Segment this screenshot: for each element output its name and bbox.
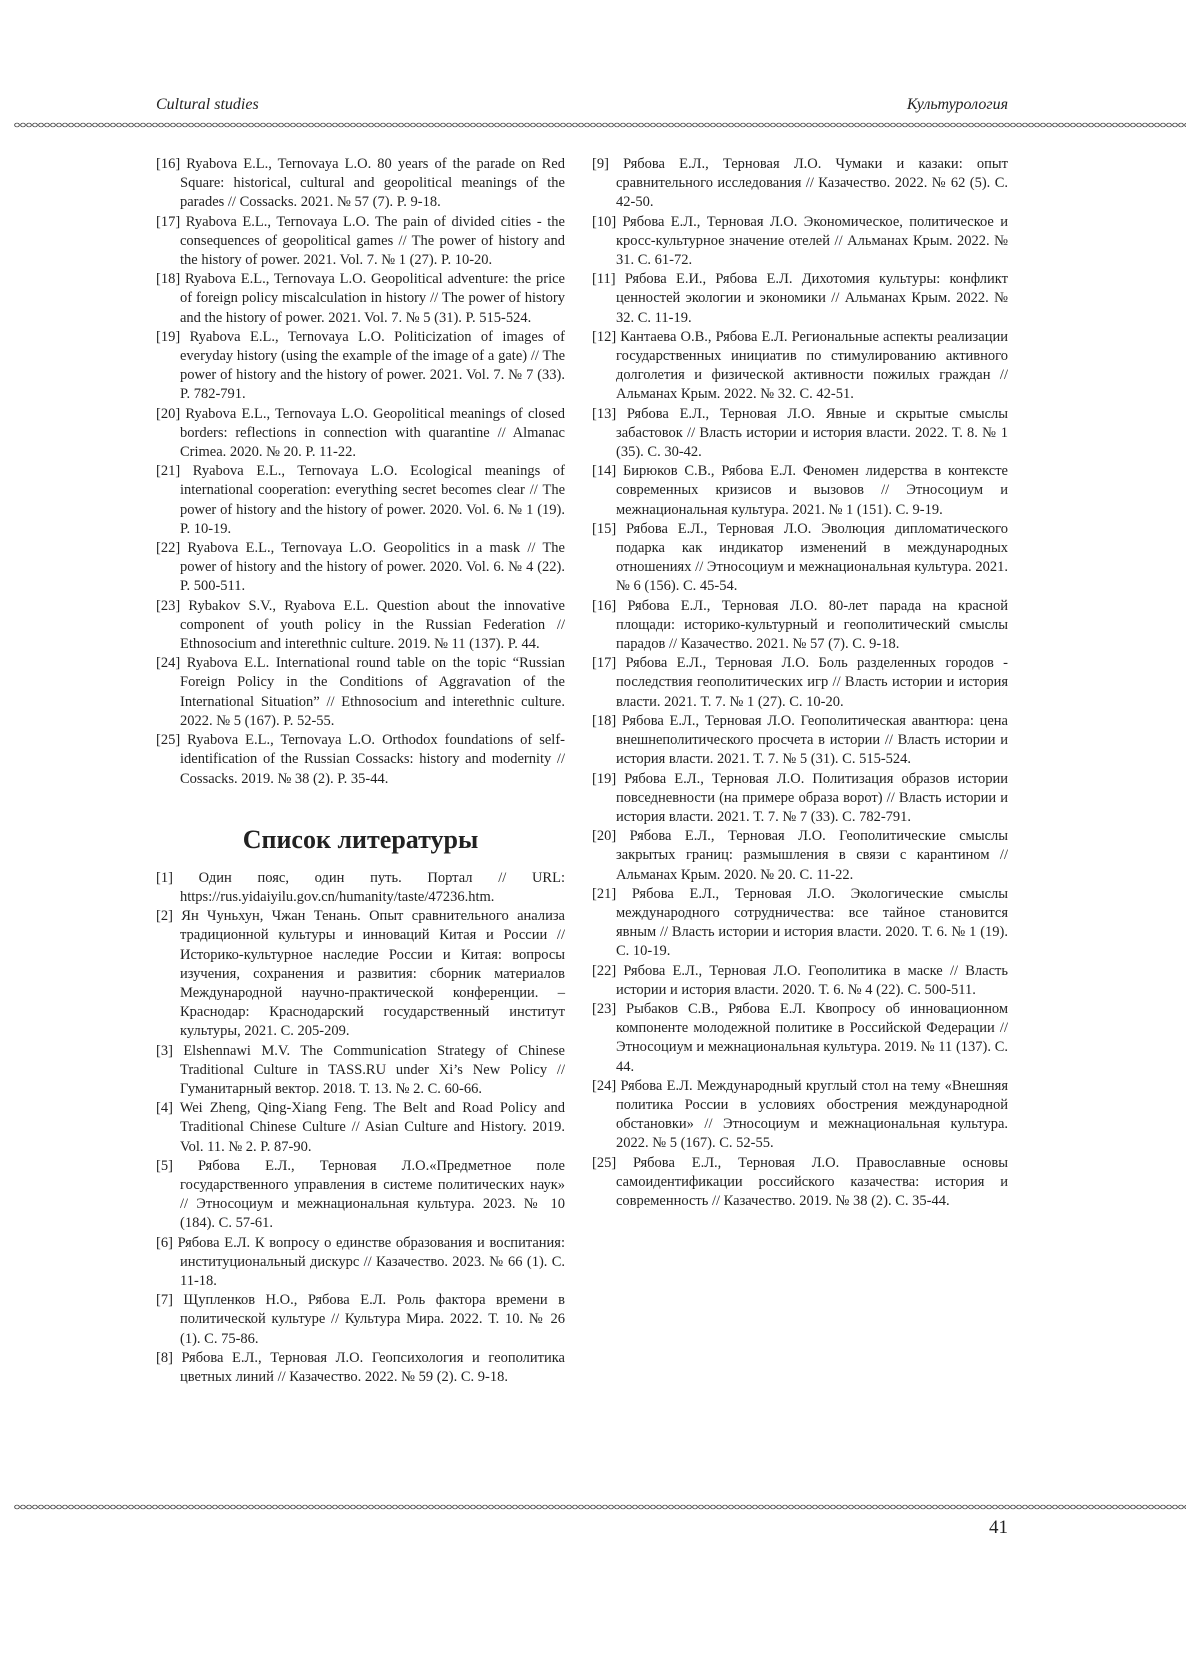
reference-item: [4] Wei Zheng, Qing-Xiang Feng. The Belt and Road Policy and Traditional Chinese Culture // Asian Culture and History. 2019. Vol. 11. № 2. P. 87-90.: [156, 1100, 565, 1155]
reference-item: [6] Рябова Е.Л. К вопросу о единстве образования и воспитания: институциональный дискурс // Казачество. 2023. № 66 (1). С. 11-18.: [156, 1234, 565, 1289]
footer-ornament-divider: [14, 1502, 1186, 1512]
reference-item: [19] Рябова Е.Л., Терновая Л.О. Политизация образов истории повседневности (на примере образа ворот) // Власть истории и история власти. 2021. Т. 7. № 7 (33). С. 782-791.: [592, 770, 1008, 825]
reference-item: [17] Рябова Е.Л., Терновая Л.О. Боль разделенных городов - последствия геополитических игр // Власть истории и история власти. 2021. Т. 7. № 1 (27). С. 10-20.: [592, 655, 1008, 710]
reference-item: [12] Кантаева О.В., Рябова Е.Л. Региональные аспекты реализации государственных инициатив по стимулированию активного долголетия и физической активности пожилых граждан // Альманах Крым. 2022. № 32. С. 42-51.: [592, 328, 1008, 403]
reference-item: [16] Рябова Е.Л., Терновая Л.О. 80-лет парада на красной площади: историко-культурный и геополитический смыслы парадов // Казачество. 2021. № 57 (7). С. 9-18.: [592, 597, 1008, 653]
left-column: [156, 155, 565, 1387]
reference-item: [1] Один пояс, один путь. Портал // URL: https://rus.yidaiyilu.gov.cn/humanity/taste/47236.htm.: [156, 869, 565, 905]
header-ornament-divider: [14, 120, 1186, 130]
section-title: Список литературы: [242, 824, 479, 854]
reference-list-en: [156, 155, 565, 789]
reference-item: [11] Рябова Е.И., Рябова Е.Л. Дихотомия культуры: конфликт ценностей экологии и экономики // Альманах Крым. 2022. № 32. С. 11-19.: [592, 271, 1008, 326]
reference-item: [23] Rybakov S.V., Ryabova E.L. Question about the innovative component of youth policy in the Russian Federation // Ethnosocium and interethnic culture. 2019. № 11 (137). P. 44.: [156, 597, 565, 653]
reference-item: [22] Рябова Е.Л., Терновая Л.О. Геополитика в маске // Власть истории и история власти. 2020. Т. 6. № 4 (22). С. 500-511.: [592, 962, 1008, 998]
reference-item: [21] Рябова Е.Л., Терновая Л.О. Экологические смыслы международного сотрудничества: все тайное становится явным // Власть истории и история власти. 2020. Т. 6. № 1 (19). С. 10-19.: [592, 885, 1008, 960]
reference-item: [14] Бирюков С.В., Рябова Е.Л. Феномен лидерства в контексте современных кризисов и вызовов // Этносоциум и межнациональная культура. 2021. № 1 (151). С. 9-19.: [592, 463, 1008, 518]
reference-list-ru-continued: [592, 155, 1008, 1211]
reference-list-ru: [156, 869, 565, 1387]
reference-item: [10] Рябова Е.Л., Терновая Л.О. Экономическое, политическое и кросс-культурное значение отелей // Альманах Крым. 2022. № 31. С. 61-72.: [592, 213, 1008, 269]
reference-item: [18] Ryabova E.L., Ternovaya L.O. Geopolitical adventure: the price of foreign policy miscalculation in history // The power of history and the history of power. 2021. Vol. 7. № 5 (31). P. 515-524.: [156, 271, 565, 326]
reference-item: [20] Ryabova E.L., Ternovaya L.O. Geopolitical meanings of closed borders: reflections in connection with quarantine // Almanac Crimea. 2020. № 20. P. 11-22.: [156, 405, 565, 461]
journal-section-en: Cultural studies: [156, 96, 259, 113]
page-number: 41: [989, 1517, 1008, 1538]
reference-item: [18] Рябова Е.Л., Терновая Л.О. Геополитическая авантюра: цена внешнеполитического просчета в истории // Власть истории и история власти. 2021. Т. 7. № 5 (31). С. 515-524.: [592, 712, 1008, 768]
reference-item: [9] Рябова Е.Л., Терновая Л.О. Чумаки и казаки: опыт сравнительного исследования // Казачество. 2022. № 62 (5). С. 42-50.: [592, 156, 1008, 211]
reference-item: [23] Рыбаков С.В., Рябова Е.Л. Квопросу об инновационном компоненте молодежной политике в Российской Федерации // Этносоциум и межнациональная культура. 2019. № 11 (137). С. 44.: [592, 1000, 1008, 1075]
reference-item: [8] Рябова Е.Л., Терновая Л.О. Геопсихология и геополитика цветных линий // Казачество. 2022. № 59 (2). С. 9-18.: [156, 1349, 565, 1385]
journal-section-ru: Культурология: [906, 96, 1008, 113]
running-header: [156, 96, 1008, 116]
reference-item: [17] Ryabova E.L., Ternovaya L.O. The pain of divided cities - the consequences of geopolitical games // The power of history and the history of power. 2021. Vol. 7. № 1 (27). P. 10-20.: [156, 213, 565, 269]
reference-item: [19] Ryabova E.L., Ternovaya L.O. Politicization of images of everyday history (using the example of the image of a gate) // The power of history and the history of power. 2021. Vol. 7. № 7 (33). P. 782-791.: [156, 328, 565, 403]
reference-item: [2] Ян Чуньхун, Чжан Тенань. Опыт сравнительного анализа традиционной культуры и инноваций Китая и России // Историко-культурное наследие России и Китая: вопросы изучения, сохранения и развития: сборник материалов Международной научно-практической конференции. – Краснодар: Краснодарский государственный институт культуры, 2021. С. 205-209.: [156, 908, 565, 1040]
reference-item: [13] Рябова Е.Л., Терновая Л.О. Явные и скрытые смыслы забастовок // Власть истории и история власти. 2022. Т. 8. № 1 (35). С. 30-42.: [592, 405, 1008, 461]
reference-item: [21] Ryabova E.L., Ternovaya L.O. Ecological meanings of international cooperation: everything secret becomes clear // The power of history and the history of power. 2020. Vol. 6. № 1 (19). P. 10-19.: [156, 463, 565, 537]
reference-item: [25] Рябова Е.Л., Терновая Л.О. Православные основы самоидентификации российского казачества: история и современность // Казачество. 2019. № 38 (2). С. 35-44.: [592, 1154, 1008, 1209]
reference-item: [3] Elshennawi M.V. The Communication Strategy of Chinese Traditional Culture in TASS.RU under Xi’s New Policy // Гуманитарный вектор. 2018. Т. 13. № 2. С. 60-66.: [156, 1042, 565, 1097]
reference-item: [20] Рябова Е.Л., Терновая Л.О. Геополитические смыслы закрытых границ: размышления в связи с карантином // Альманах Крым. 2020. № 20. С. 11-22.: [592, 828, 1008, 883]
reference-item: [22] Ryabova E.L., Ternovaya L.O. Geopolitics in a mask // The power of history and the history of power. 2020. Vol. 6. № 4 (22). P. 500-511.: [156, 540, 565, 595]
reference-item: [24] Ryabova E.L. International round table on the topic “Russian Foreign Policy in the Conditions of Aggravation of the International Situation” // Ethnosocium and interethnic culture. 2022. № 5 (167). P. 52-55.: [156, 655, 565, 729]
reference-item: [25] Ryabova E.L., Ternovaya L.O. Orthodox foundations of self-identification of the Russian Cossacks: history and modernity // Cossacks. 2019. № 38 (2). P. 35-44.: [156, 732, 565, 787]
reference-item: [7] Щупленков Н.О., Рябова Е.Л. Роль фактора времени в политической культуре // Культура Мира. 2022. Т. 10. № 26 (1). С. 75-86.: [156, 1292, 565, 1347]
reference-item: [15] Рябова Е.Л., Терновая Л.О. Эволюция дипломатического подарка как индикатор изменений в международных отношениях // Этносоциум и межнациональная культура. 2021. № 6 (156). С. 45-54.: [592, 520, 1008, 595]
reference-item: [24] Рябова Е.Л. Международный круглый стол на тему «Внешняя политика России в условиях обострения международной обстановки» // Этносоциум и межнациональная культура. 2022. № 5 (167). С. 52-55.: [592, 1077, 1008, 1152]
reference-item: [16] Ryabova E.L., Ternovaya L.O. 80 years of the parade on Red Square: historical, cultural and geopolitical meanings of the parades // Cossacks. 2021. № 57 (7). P. 9-18.: [156, 156, 565, 211]
reference-item: [5] Рябова Е.Л., Терновая Л.О.«Предметное поле государственного управления в системе политических наук» // Этносоциум и межнациональная культура. 2023. № 10 (184). С. 57-61.: [156, 1157, 565, 1232]
right-column: [592, 155, 1008, 1211]
